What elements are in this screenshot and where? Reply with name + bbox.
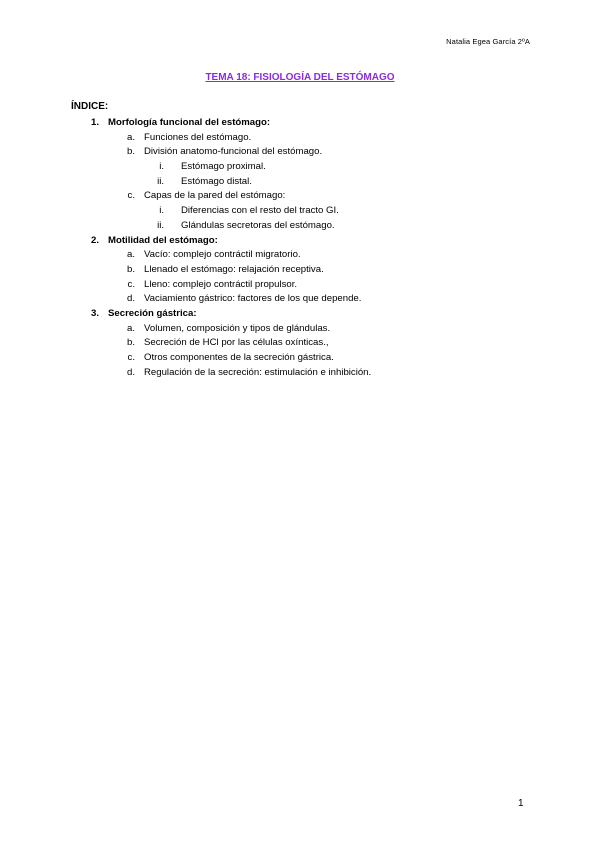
- toc-item-text: Funciones del estómago.: [144, 131, 252, 143]
- toc-item-number: d.: [126, 366, 135, 378]
- toc-item-number: a.: [126, 249, 135, 261]
- toc-item-text: Estómago distal.: [181, 175, 252, 187]
- toc-item-number: a.: [126, 131, 135, 143]
- toc-item-number: c.: [127, 352, 135, 363]
- toc-item-number: b.: [126, 337, 135, 349]
- toc-item-level-3: [0, 175, 600, 190]
- toc-item-level-2: [0, 189, 600, 204]
- toc-item-level-1: [0, 307, 600, 322]
- page-number: 1: [518, 798, 524, 809]
- toc-item-number: i.: [159, 161, 164, 173]
- author-header: Natalia Egea García 2ºA: [446, 37, 530, 46]
- toc-item-number: a.: [126, 322, 135, 334]
- toc-item-number: d.: [126, 293, 135, 305]
- toc-item-text: Secreción de HCl por las células oxínticas.,: [144, 337, 329, 349]
- toc-item-number: ii.: [157, 219, 164, 231]
- toc-item-number: 2.: [90, 234, 99, 246]
- toc-item-number: 3.: [90, 307, 99, 319]
- table-of-contents: [0, 116, 600, 380]
- toc-item-text: Vaciamiento gástrico: factores de los que depende.: [144, 293, 362, 305]
- toc-item-text: Vacío: complejo contráctil migratorio.: [144, 249, 301, 261]
- toc-item-level-1: [0, 234, 600, 249]
- toc-item-level-2: [0, 351, 600, 366]
- toc-item-text: Estómago proximal.: [181, 161, 266, 173]
- index-heading: ÍNDICE:: [71, 101, 109, 112]
- toc-item-level-2: [0, 145, 600, 160]
- toc-item-number: ii.: [157, 175, 164, 187]
- toc-item-number: i.: [159, 205, 164, 217]
- toc-item-level-3: [0, 160, 600, 175]
- toc-item-text: Lleno: complejo contráctil propulsor.: [144, 278, 298, 290]
- toc-item-text: División anatomo-funcional del estómago.: [144, 146, 323, 158]
- toc-item-level-3: [0, 219, 600, 234]
- toc-item-level-2: [0, 292, 600, 307]
- toc-item-text: Motilidad del estómago:: [108, 234, 218, 246]
- toc-item-number: c.: [127, 190, 135, 202]
- toc-item-level-2: [0, 131, 600, 146]
- toc-item-text: Secreción gástrica:: [108, 307, 197, 319]
- toc-item-level-1: [0, 116, 600, 131]
- toc-item-text: Otros componentes de la secreción gástrica.: [144, 352, 334, 363]
- document-title: TEMA 18: FISIOLOGÍA DEL ESTÓMAGO: [205, 72, 395, 83]
- toc-item-text: Llenado el estómago: relajación receptiva.: [144, 263, 324, 275]
- toc-item-text: Diferencias con el resto del tracto GI.: [181, 205, 339, 217]
- toc-item-level-2: [0, 248, 600, 263]
- toc-item-text: Glándulas secretoras del estómago.: [181, 219, 335, 231]
- toc-item-text: Capas de la pared del estómago:: [144, 190, 286, 202]
- toc-item-level-2: [0, 336, 600, 351]
- toc-item-text: Volumen, composición y tipos de glándulas.: [144, 322, 331, 334]
- toc-item-text: Regulación de la secreción: estimulación e inhibición.: [144, 366, 372, 378]
- toc-item-level-3: [0, 204, 600, 219]
- toc-item-level-2: [0, 366, 600, 381]
- toc-item-level-2: [0, 322, 600, 337]
- toc-item-text: Morfología funcional del estómago:: [108, 117, 271, 128]
- toc-item-level-2: [0, 263, 600, 278]
- toc-item-number: c.: [127, 278, 135, 290]
- toc-item-number: b.: [126, 146, 135, 158]
- toc-item-level-2: [0, 278, 600, 293]
- toc-item-number: b.: [126, 263, 135, 275]
- toc-item-number: 1.: [90, 117, 99, 128]
